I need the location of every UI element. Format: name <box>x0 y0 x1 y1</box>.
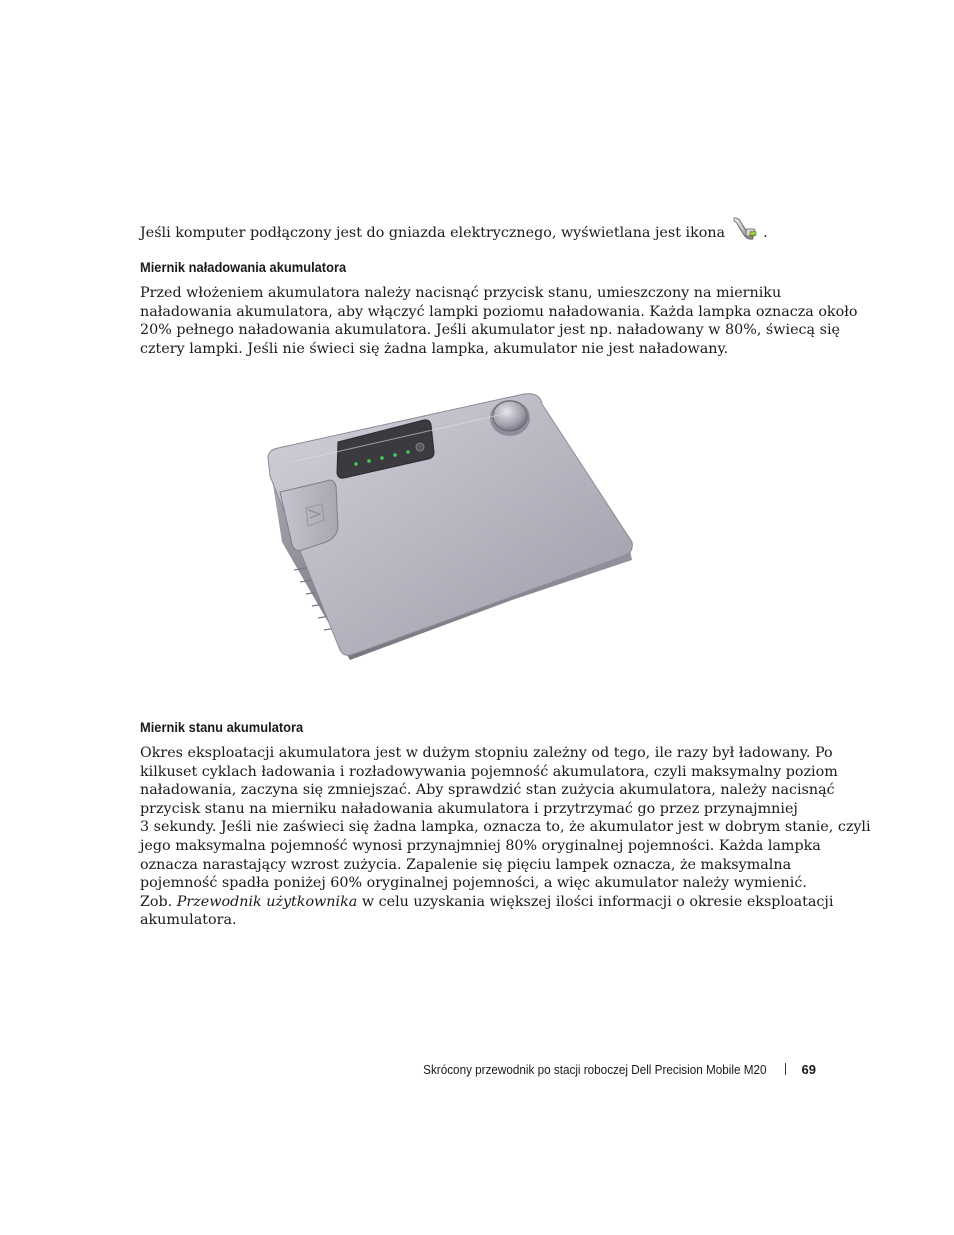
paragraph-line: pojemność spadła poniżej 60% oryginalnej pojemności, a więc akumulator należy wymienić. <box>140 875 807 892</box>
intro-paragraph <box>140 219 768 247</box>
ref-prefix: Zob. <box>140 893 177 910</box>
charge-gauge-paragraph <box>140 284 857 358</box>
paragraph-line-reference <box>140 893 871 912</box>
section-heading-charge-gauge: Miernik naładowania akumulatora <box>140 259 347 275</box>
paragraph-line: kilkuset cyklach ładowania i rozładowywania pojemność akumulatora, czyli maksymalny poziom <box>140 763 838 780</box>
users-guide-title: Przewodnik użytkownika <box>176 893 358 910</box>
paragraph-line: jego maksymalna pojemność wynosi przynajmniej 80% oryginalnej pojemności. Każda lampka <box>140 837 821 854</box>
intro-text: Jeśli komputer podłączony jest do gniazda elektrycznego, wyświetlana jest ikona <box>140 224 726 241</box>
paragraph-line: Okres eksploatacji akumulatora jest w dużym stopniu zależny od tego, ile razy był ładowany. Po <box>140 745 833 761</box>
footer-separator <box>785 1063 786 1075</box>
intro-period: . <box>763 224 768 241</box>
paragraph-line: 20% pełnego naładowania akumulatora. Jeśli akumulator jest np. naładowany w 80%, świecą się <box>140 322 840 339</box>
footer-title: Skrócony przewodnik po stacji roboczej Dell Precision Mobile M20 <box>423 1062 767 1077</box>
paragraph-line: cztery lampki. Jeśli nie świeci się żadna lampka, akumulator nie jest naładowany. <box>140 340 729 357</box>
ref-suffix: w celu uzyskania większej ilości informacji o okresie eksploatacji <box>357 893 834 910</box>
paragraph-line: Przed włożeniem akumulatora należy nacisnąć przycisk stanu, umieszczony na mierniku <box>140 285 782 301</box>
health-gauge-paragraph <box>140 744 871 930</box>
paragraph-line: przycisk stanu na mierniku naładowania akumulatora i przytrzymać go przez przynajmniej <box>140 800 798 817</box>
page-footer <box>300 1062 816 1077</box>
paragraph-line: naładowania akumulatora, aby włączyć lampki poziomu naładowania. Każda lampka oznacza około <box>140 303 858 320</box>
battery-photo <box>262 392 634 664</box>
paragraph-line: naładowania, zaczyna się zmniejszać. Aby sprawdzić stan zużycia akumulatora, należy nacisnąć <box>140 782 835 799</box>
section-heading-health-gauge: Miernik stanu akumulatora <box>140 719 304 735</box>
page-number: 69 <box>801 1062 816 1077</box>
paragraph-line: akumulatora. <box>140 912 237 929</box>
ac-power-plug-icon <box>731 215 759 247</box>
paragraph-line: 3 sekundy. Jeśli nie zaświeci się żadna lampka, oznacza to, że akumulator jest w dobrym stanie, czyli <box>140 819 871 836</box>
paragraph-line: oznacza narastający wzrost zużycia. Zapalenie się pięciu lampek oznacza, że maksymalna <box>140 856 792 873</box>
